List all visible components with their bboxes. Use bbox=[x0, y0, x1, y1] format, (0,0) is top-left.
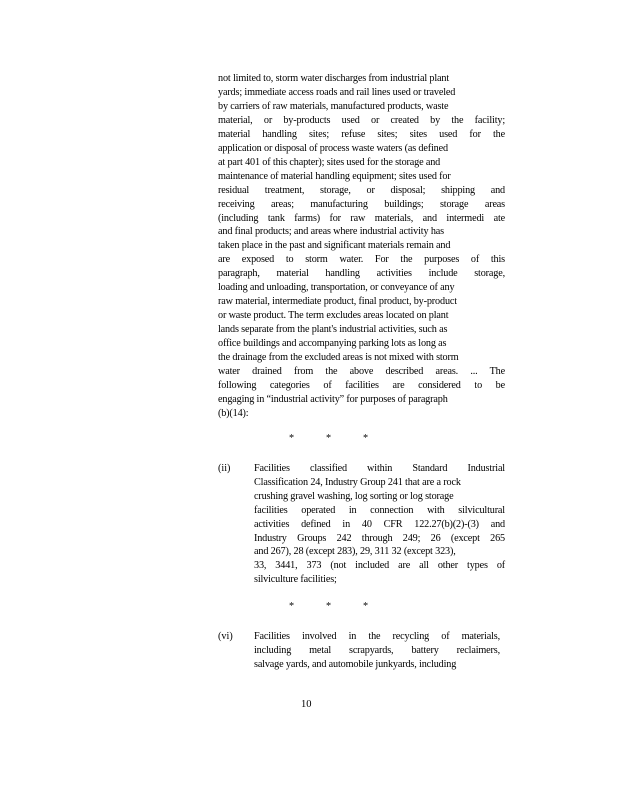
text-line: or waste product. The term excludes areas located on plant bbox=[218, 310, 449, 322]
page-number: 10 bbox=[301, 699, 312, 710]
text-line: not limited to, storm water discharges from industrial plant bbox=[218, 73, 450, 84]
text-line: salvage yards, and automobile junkyards, including bbox=[254, 658, 457, 670]
text-line: (b)(14): bbox=[218, 407, 249, 419]
separator-star: * bbox=[326, 433, 332, 444]
text-line: raw material, intermediate product, final product, by-product bbox=[218, 296, 457, 308]
text-line: material, or by-products used or created by the facility; bbox=[218, 114, 505, 126]
text-line: the drainage from the excluded areas is not mixed with storm bbox=[218, 352, 459, 363]
text-line: are exposed to storm water. For the purposes of this bbox=[218, 254, 505, 266]
text-line: and 267), 28 (except 283), 29, 311 32 (except 323), bbox=[254, 546, 456, 558]
text-line: facilities operated in connection with silvicultural bbox=[254, 504, 505, 516]
text-line: receiving areas; manufacturing buildings; storage areas bbox=[218, 198, 505, 210]
separator-star: * bbox=[289, 601, 295, 612]
text-line: residual treatment, storage, or disposal; shipping and bbox=[218, 184, 505, 196]
separator-star: * bbox=[289, 433, 295, 444]
text-line: (including tank farms) for raw materials, and intermedi ate bbox=[218, 212, 505, 224]
text-line: paragraph, material handling activities include storage, bbox=[218, 268, 505, 280]
text-line: engaging in “industrial activity” for purposes of paragraph bbox=[218, 393, 448, 405]
text-line: Facilities classified within Standard Industrial bbox=[254, 463, 505, 474]
text-line: material handling sites; refuse sites; sites used for the bbox=[218, 128, 505, 140]
section-separator bbox=[0, 432, 618, 446]
text-line: silviculture facilities; bbox=[254, 574, 337, 586]
text-line: Facilities involved in the recycling of materials, bbox=[254, 631, 500, 642]
text-line: yards; immediate access roads and rail lines used or traveled bbox=[218, 86, 456, 98]
text-line: activities defined in 40 CFR 122.27(b)(2)-(3) and bbox=[254, 518, 505, 530]
separator-star: * bbox=[363, 433, 369, 444]
text-line: office buildings and accompanying parking lots as long as bbox=[218, 338, 447, 350]
text-line: Industry Groups 242 through 249; 26 (except 265 bbox=[254, 532, 505, 544]
text-line: 33, 3441, 373 (not included are all other types of bbox=[254, 560, 505, 572]
text-line: crushing gravel washing, log sorting or log storage bbox=[254, 490, 454, 502]
text-line: lands separate from the plant's industrial activities, such as bbox=[218, 324, 448, 336]
section-separator bbox=[0, 600, 618, 614]
text-line: water drained from the above described areas. ... The bbox=[218, 365, 505, 377]
separator-star: * bbox=[326, 601, 332, 612]
text-line: including metal scrapyards, battery reclaimers, bbox=[254, 644, 500, 656]
text-line: Classification 24, Industry Group 241 that are a rock bbox=[254, 476, 461, 488]
text-line: at part 401 of this chapter); sites used for the storage and bbox=[218, 156, 441, 168]
text-line: application or disposal of process waste waters (as defined bbox=[218, 142, 448, 154]
separator-star: * bbox=[363, 601, 369, 612]
text-line: maintenance of material handling equipment; sites used for bbox=[218, 170, 451, 182]
text-line: and final products; and areas where industrial activity has bbox=[218, 226, 444, 238]
text-line: following categories of facilities are considered to be bbox=[218, 379, 505, 391]
text-line: loading and unloading, transportation, or conveyance of any bbox=[218, 282, 455, 294]
text-line: taken place in the past and significant materials remain and bbox=[218, 240, 451, 252]
item-label: (vi) bbox=[218, 631, 233, 642]
item-label: (ii) bbox=[218, 463, 231, 474]
text-line: by carriers of raw materials, manufactured products, waste bbox=[218, 100, 449, 112]
